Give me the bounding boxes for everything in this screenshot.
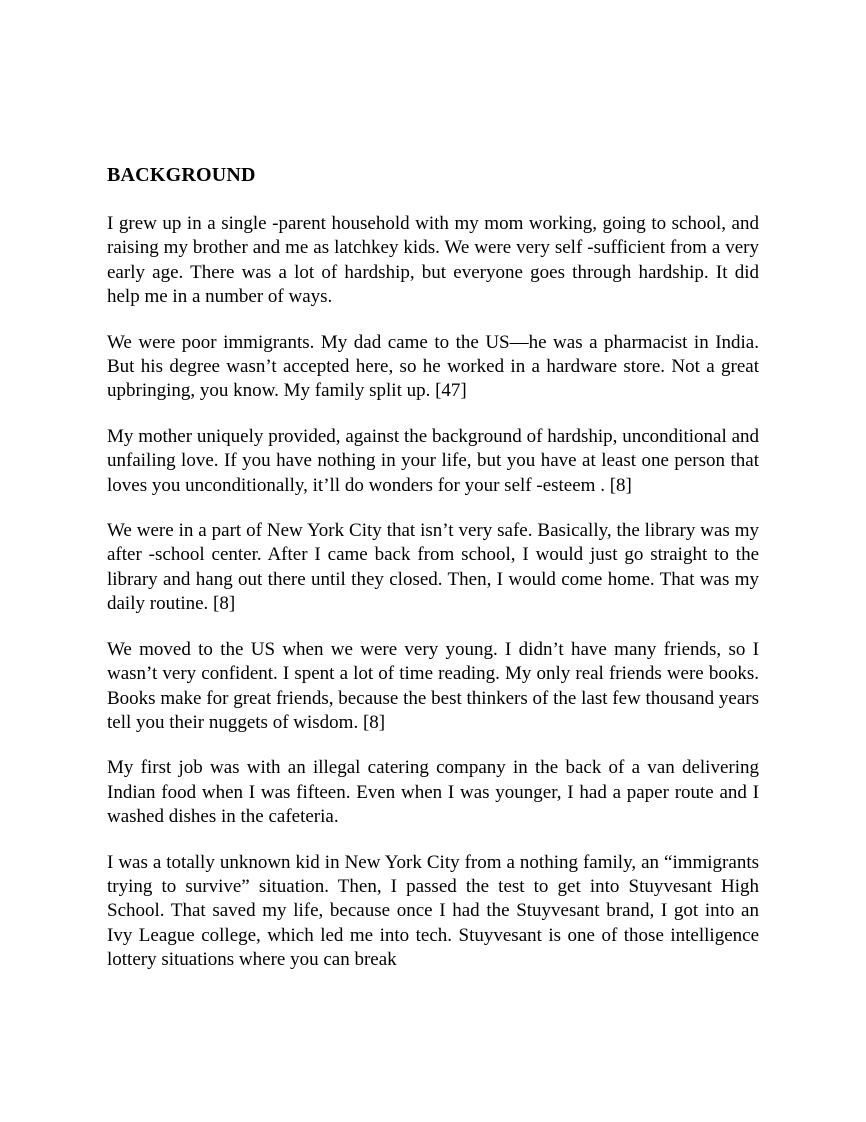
section-heading: BACKGROUND: [107, 164, 256, 186]
paragraph: My first job was with an illegal catering company in the back of a van delivering Indian food when I was fifteen. Even when I was younger, I had a paper route and I washed dishes in the cafeteria.: [107, 757, 759, 828]
paragraph: We were in a part of New York City that isn’t very safe. Basically, the library was my after -school center. After I came back from school, I would just go straight to the library and hang out there until they closed. Then, I would come home. That was my daily routine. [8]: [107, 520, 759, 615]
text-column: [107, 163, 759, 973]
paragraph: I grew up in a single -parent household with my mom working, going to school, and raising my brother and me as latchkey kids. We were very self -sufficient from a very early age. There was a lot of hardship, but everyone goes through hardship. It did help me in a number of ways.: [107, 213, 759, 308]
paragraph: I was a totally unknown kid in New York City from a nothing family, an “immigrants trying to survive” situation. Then, I passed the test to get into Stuyvesant High School. That saved my life, because once I had the Stuyvesant brand, I got into an Ivy League college, which led me into tech. Stuyvesant is one of those intelligence lottery situations where you can break: [107, 851, 759, 971]
paragraph: We were poor immigrants. My dad came to the US—he was a pharmacist in India. But his degree wasn’t accepted here, so he worked in a hardware store. Not a great upbringing, you know. My family split up. [47]: [107, 331, 759, 402]
paragraph: We moved to the US when we were very young. I didn’t have many friends, so I wasn’t very confident. I spent a lot of time reading. My only real friends were books. Books make for great friends, because the best thinkers of the last few thousand years tell you their nuggets of wisdom. [8]: [107, 638, 759, 733]
paragraph: My mother uniquely provided, against the background of hardship, unconditional and unfailing love. If you have nothing in your life, but you have at least one person that loves you unconditionally, it’ll do wonders for your self -esteem . [8]: [107, 425, 759, 496]
